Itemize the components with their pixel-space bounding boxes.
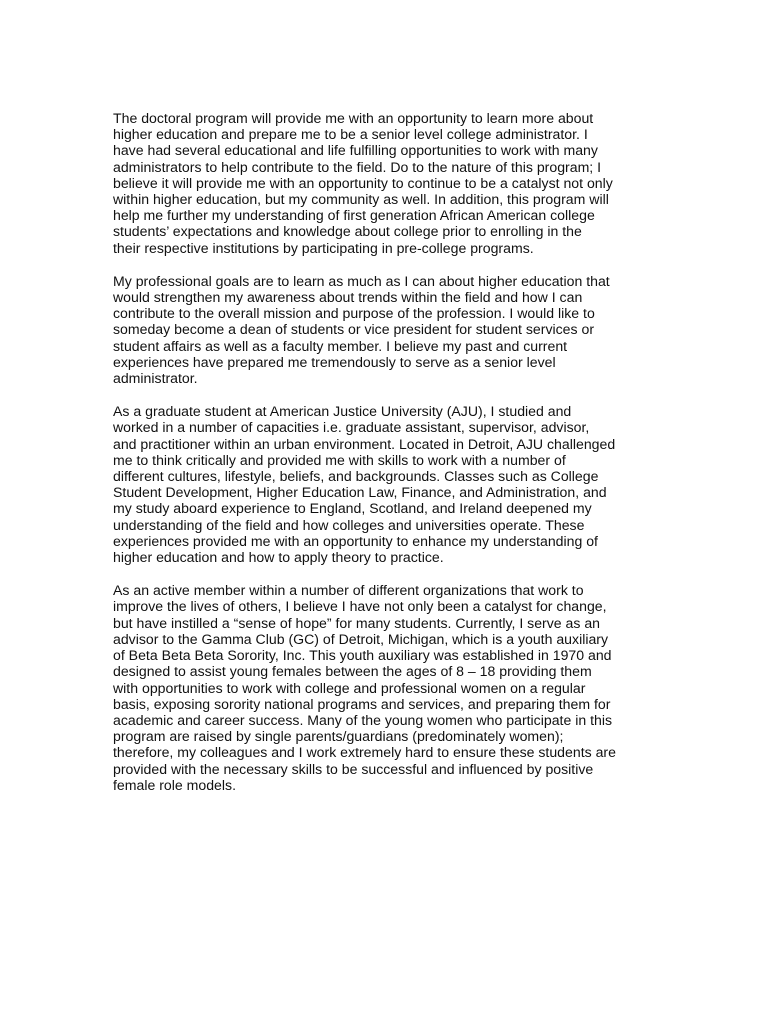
text-line: therefore, my colleagues and I work extremely hard to ensure these students are — [113, 744, 616, 761]
text-line: someday become a dean of students or vice president for student services or — [113, 321, 595, 338]
text-line: of Beta Beta Beta Sorority, Inc. This youth auxiliary was established in 1970 and — [113, 647, 612, 664]
text-line: believe it will provide me with an opportunity to continue to be a catalyst not only — [113, 174, 613, 191]
text-line: their respective institutions by participating in pre-college programs. — [113, 239, 534, 256]
text-line: would strengthen my awareness about trends within the field and how I can — [113, 289, 583, 306]
paragraph-2 — [113, 273, 673, 386]
text-line: student affairs as well as a faculty member. I believe my past and current — [113, 337, 568, 354]
text-line: within higher education, but my community as well. In addition, this program will — [113, 191, 609, 208]
text-line: As an active member within a number of different organizations that work to — [113, 582, 584, 599]
text-line: As a graduate student at American Justice University (AJU), I studied and — [113, 403, 572, 420]
text-line: with opportunities to work with college and professional women on a regular — [113, 679, 586, 696]
text-line: different cultures, lifestyle, beliefs, and backgrounds. Classes such as College — [113, 468, 599, 485]
text-line: improve the lives of others, I believe I have not only been a catalyst for change, — [113, 598, 607, 615]
text-line: Student Development, Higher Education Law, Finance, and Administration, and — [113, 484, 607, 501]
paragraph-3 — [113, 403, 673, 565]
text-line: designed to assist young females between the ages of 8 – 18 providing them — [113, 663, 592, 680]
paragraph-1 — [113, 110, 673, 256]
text-line: basis, exposing sorority national programs and services, and preparing them for — [113, 695, 611, 712]
text-line: My professional goals are to learn as much as I can about higher education that — [113, 272, 610, 289]
text-line: academic and career success. Many of the young women who participate in this — [113, 711, 613, 728]
text-line: students’ expectations and knowledge about college prior to enrolling in the — [113, 223, 582, 240]
text-line: program are raised by single parents/guardians (predominately women); — [113, 728, 564, 745]
text-line: administrators to help contribute to the field. Do to the nature of this program; I — [113, 158, 602, 175]
text-line: provided with the necessary skills to be successful and influenced by positive — [113, 760, 594, 777]
text-line: contribute to the overall mission and purpose of the profession. I would like to — [113, 305, 595, 322]
text-line: me to think critically and provided me with skills to work with a number of — [113, 451, 566, 468]
text-line: my study aboard experience to England, Scotland, and Ireland deepened my — [113, 500, 592, 517]
document-body — [113, 110, 673, 810]
text-line: help me further my understanding of first generation African American college — [113, 207, 595, 224]
text-line: but have instilled a “sense of hope” for many students. Currently, I serve as an — [113, 614, 601, 631]
text-line: and practitioner within an urban environment. Located in Detroit, AJU challenged — [113, 435, 616, 452]
text-line: The doctoral program will provide me with an opportunity to learn more about — [113, 110, 594, 126]
text-line: have had several educational and life fulfilling opportunities to work with many — [113, 142, 598, 159]
text-line: experiences have prepared me tremendously to serve as a senior level — [113, 353, 556, 370]
text-line: female role models. — [113, 776, 236, 793]
text-line: understanding of the field and how colleges and universities operate. These — [113, 516, 585, 533]
text-line: higher education and how to apply theory to practice. — [113, 549, 444, 566]
text-line: experiences provided me with an opportunity to enhance my understanding of — [113, 532, 598, 549]
text-line: administrator. — [113, 370, 198, 387]
text-line: advisor to the Gamma Club (GC) of Detroit, Michigan, which is a youth auxiliary — [113, 630, 609, 647]
text-line: worked in a number of capacities i.e. graduate assistant, supervisor, advisor, — [113, 419, 590, 436]
text-line: higher education and prepare me to be a senior level college administrator. I — [113, 126, 588, 143]
paragraph-4 — [113, 582, 673, 793]
